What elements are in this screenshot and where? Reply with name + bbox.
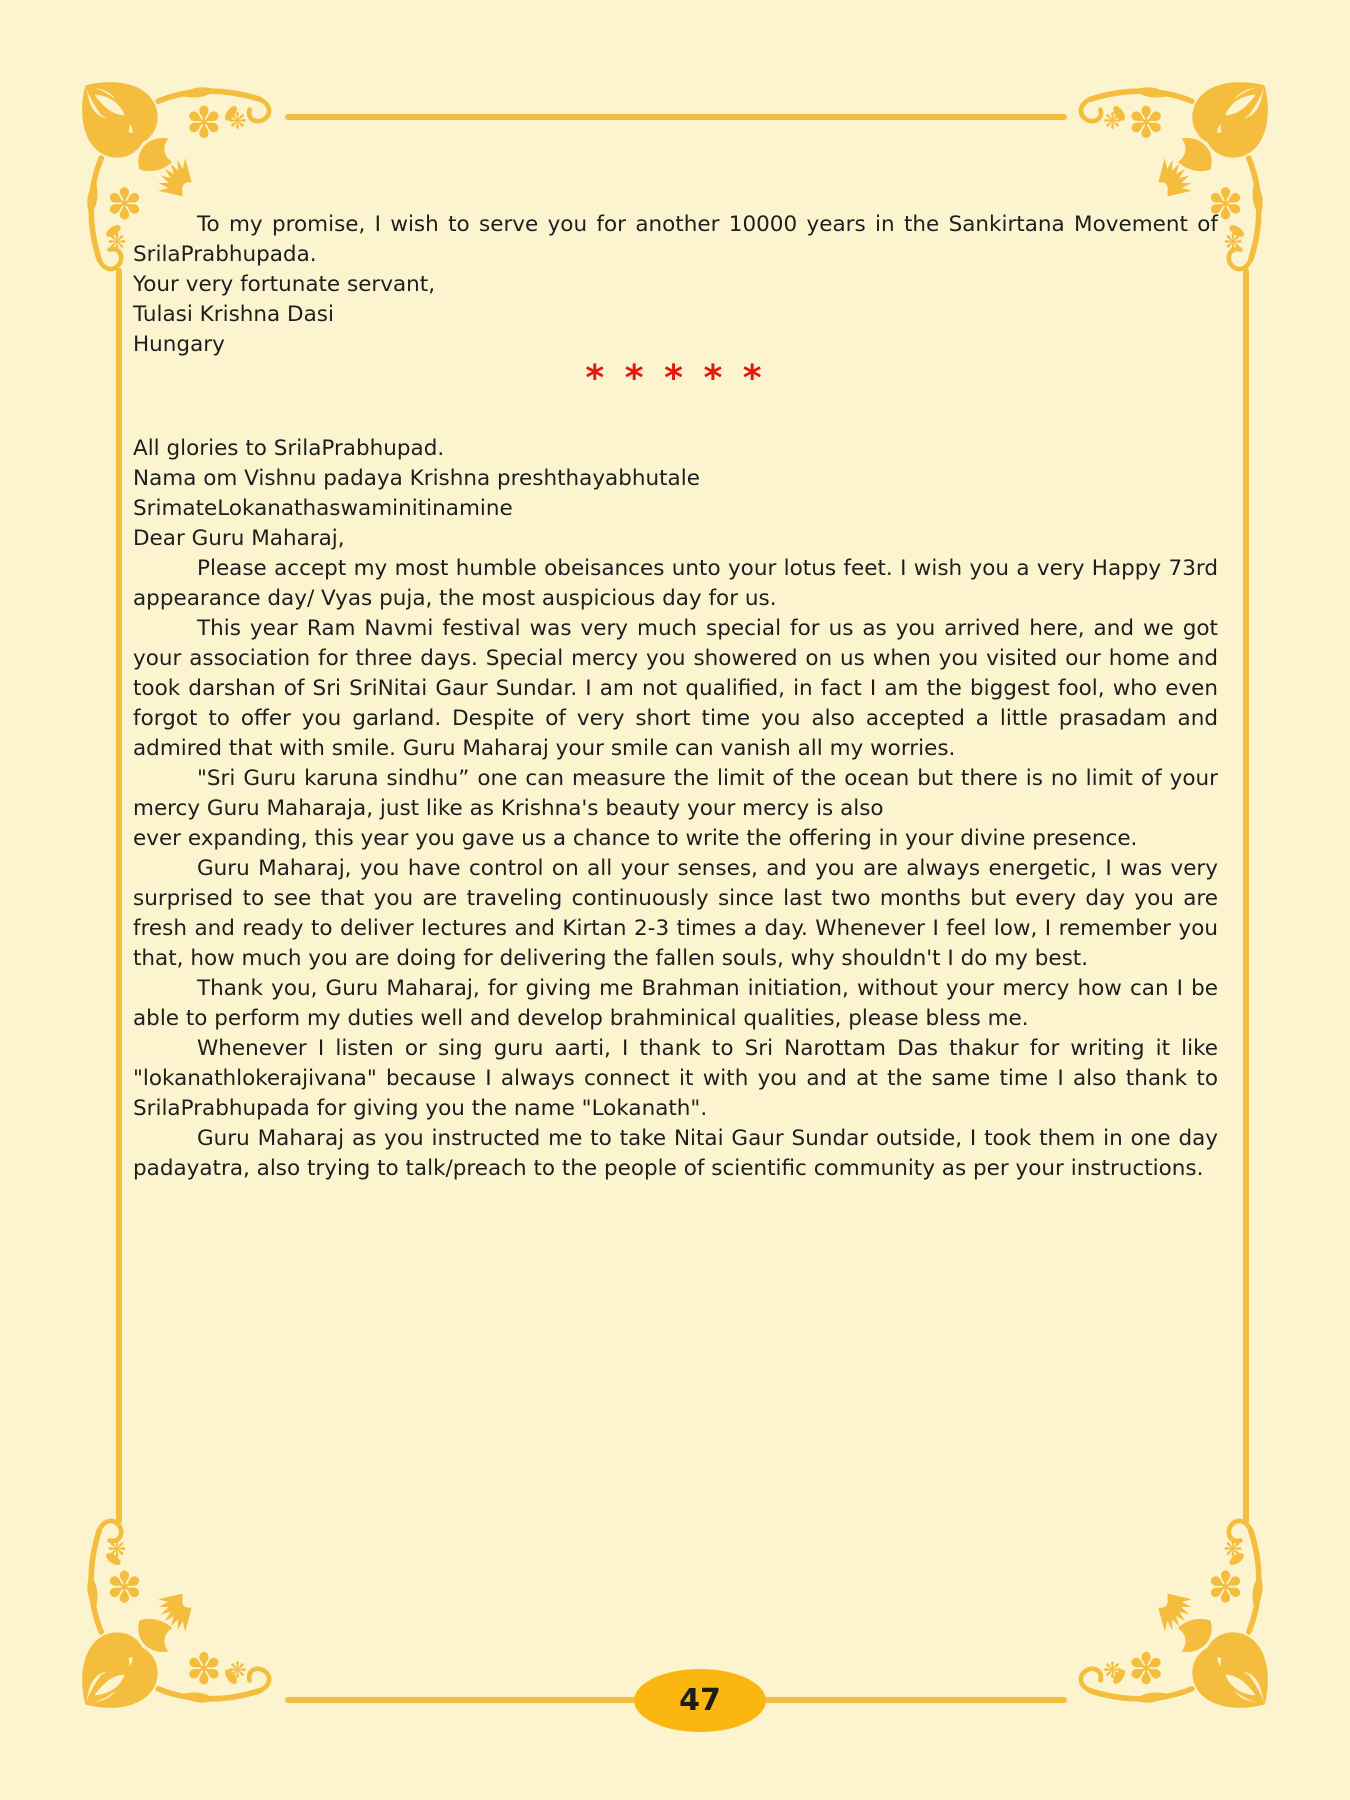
border-left-line [116,268,122,1524]
glories-line: All glories to SrilaPrabhupad. [133,436,445,461]
valediction: Your very fortunate servant, [133,272,436,297]
asterisk-separator: * * * * * [585,358,766,399]
border-right-line [1243,268,1249,1524]
letter-promise: To my promise, I wish to serve you for another 10000 years in the Sankirtana Movement of SrilaPrabhupada. [133,212,1218,267]
para-padayatra: Guru Maharaj as you instructed me to take Nitai Gaur Sundar outside, I took them in one day padayatra, also trying to talk/preach to the people of scientific community as per your instructions. [133,1126,1218,1181]
para-senses-energy: Guru Maharaj, you have control on all your senses, and you are always energetic, I was very surprised to see that you are traveling continuously since last two months but every day you are fresh and ready to deliver lectures and Kirtan 2-3 times a day. Whenever I feel low, I remember you that, how much you are doing for delivering the fallen souls, why shouldn't I do my best. [133,856,1218,971]
para-guru-karuna: "Sri Guru karuna sindhu” one can measure the limit of the ocean but there is no limit of your mercy Guru Maharaja, just like as Krishna's beauty your mercy is also [133,766,1218,821]
pranam-mantra-line-1: Nama om Vishnu padaya Krishna preshthayabhutale [133,466,700,491]
para-please-accept: Please accept my most humble obeisances unto your lotus feet. I wish you a very Happy 73rd appearance day/ Vyas puja, the most auspicious day for us. [133,556,1218,611]
signature-name: Tulasi Krishna Dasi [133,302,334,327]
page-number-badge [634,1669,766,1732]
para-ever-expanding: ever expanding, this year you gave us a chance to write the offering in your divine presence. [133,826,1138,851]
letter-content [133,0,1218,1184]
page-number: 47 [679,1683,721,1718]
floral-corner-bottom-left-icon [76,1518,272,1714]
para-ram-navmi: This year Ram Navmi festival was very much special for us as you arrived here, and we got your association for three days. Special mercy you showered on us when you visited our home and took darshan of Sri SriNitai Gaur Sundar. I am not qualified, in fact I am the biggest fool, who even forgot to offer you garland. Despite of very short time you also accepted a little prasadam and admired that with smile. Guru Maharaj your smile can vanish all my worries. [133,616,1218,761]
salutation: Dear Guru Maharaj, [133,526,345,551]
pranam-mantra-line-2: SrimateLokanathaswaminitinamine [133,496,513,521]
floral-corner-bottom-right-icon [1078,1518,1274,1714]
para-guru-aarti: Whenever I listen or sing guru aarti, I thank to Sri Narottam Das thakur for writing it like "lokanathlokerajivana" because I always connect it with you and at the same time I also thank to SrilaPrabhupada for giving you the name "Lokanath". [133,1036,1218,1121]
para-brahman-initiation: Thank you, Guru Maharaj, for giving me Brahman initiation, without your mercy how can I be able to perform my duties well and develop brahminical qualities, please bless me. [133,976,1218,1031]
signature-location: Hungary [133,332,225,357]
